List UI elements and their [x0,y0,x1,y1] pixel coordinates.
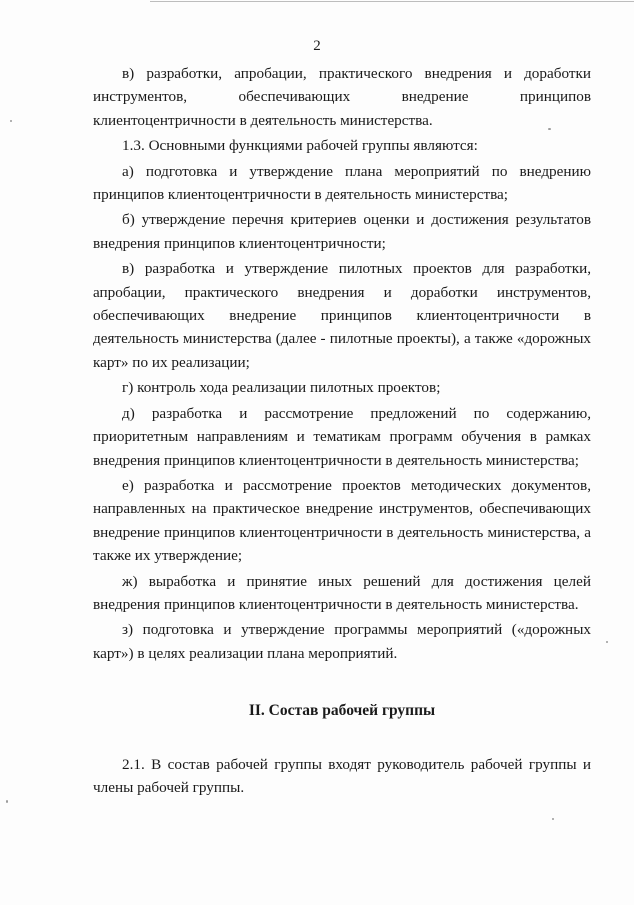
scan-speck [552,818,554,820]
paragraph-g-control: г) контроль хода реализации пилотных проектов; [122,379,441,397]
paragraph-a-plan: а) подготовка и утверждение плана мероприятий по внедрению принципов клиентоцентричности в деятельность министерства; [93,162,591,204]
paragraph-e-methodical-docs: е) разработка и рассмотрение проектов методических документов, направленных на практическое внедрение инструментов, обеспечивающих внедрение принципов клиентоцентричности в деятельность министерства, а также их утверждение; [93,476,591,565]
paragraph-2-1-composition: 2.1. В состав рабочей группы входят руководитель рабочей группы и члены рабочей группы. [93,755,591,796]
paragraph-zh-decisions: ж) выработка и принятие иных решений для достижения целей внедрения принципов клиентоцентричности в деятельность министерства. [93,572,591,613]
paragraph-d-training: д) разработка и рассмотрение предложений по содержанию, приоритетным направлениям и тематикам программ обучения в рамках внедрения принципов клиентоцентричности в деятельность министерства; [93,404,591,469]
paragraph-b-criteria: б) утверждение перечня критериев оценки и достижения результатов внедрения принципов клиентоцентричности; [93,211,591,252]
section-spacer [93,723,591,753]
section-spacer [93,667,591,699]
scan-speck [606,641,608,643]
paragraph-v-development: в) разработки, апробации, практического внедрения и доработки инструментов, обеспечивающих внедрение принципов клиентоцентричности в деятельность министерства. [93,65,591,129]
scan-speck [6,800,8,803]
paragraph-1-3-functions: 1.3. Основными функциями рабочей группы являются: [122,137,478,155]
document-body [93,62,591,801]
page-number: 2 [313,38,321,54]
paragraph-v-pilot-projects: в) разработка и утверждение пилотных проектов для разработки, апробации, практического внедрения и доработки инструментов, обеспечивающих внедрение принципов клиентоцентричности в деятельность министерства (далее - пилотные проекты), а также «дорожных карт» по их реализации; [93,260,591,371]
scan-edge-line [150,1,634,2]
scan-speck [10,120,12,122]
paragraph-z-roadmaps: з) подготовка и утверждение программы мероприятий («дорожных карт») в целях реализации плана мероприятий. [93,621,591,662]
section-heading: II. Состав рабочей группы [248,702,436,720]
scan-speck [548,128,551,130]
